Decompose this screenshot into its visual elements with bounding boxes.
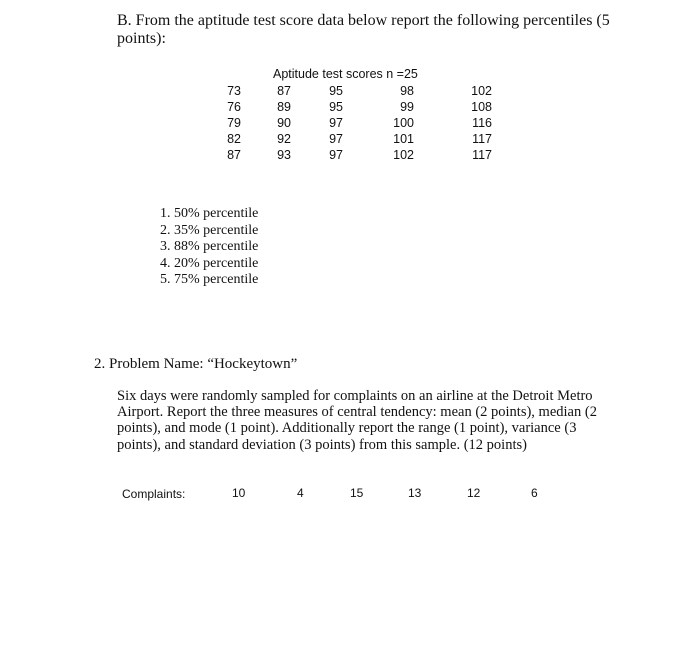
score-cell: 97 (329, 148, 343, 162)
complaint-value: 13 (408, 486, 422, 500)
complaint-value: 15 (350, 486, 364, 500)
score-cell: 102 (471, 84, 492, 98)
part-b-heading: B. From the aptitude test score data below report the following percentiles (5 points): (117, 12, 610, 47)
problem-2-title: 2. Problem Name: “Hockeytown” (94, 356, 298, 372)
complaint-value: 6 (531, 486, 538, 500)
score-cell: 76 (227, 100, 241, 114)
score-cell: 90 (277, 116, 291, 130)
score-cell: 97 (329, 132, 343, 146)
score-cell: 108 (471, 100, 492, 114)
score-cell: 92 (277, 132, 291, 146)
score-cell: 87 (277, 84, 291, 98)
score-cell: 73 (227, 84, 241, 98)
score-cell: 79 (227, 116, 241, 130)
percentile-item-3: 3. 88% percentile (160, 239, 259, 254)
score-cell: 102 (393, 148, 414, 162)
score-cell: 89 (277, 100, 291, 114)
score-cell: 93 (277, 148, 291, 162)
score-cell: 116 (472, 116, 492, 130)
score-cell: 87 (227, 148, 241, 162)
complaint-value: 4 (297, 486, 304, 500)
score-cell: 98 (400, 84, 414, 98)
percentile-item-2: 2. 35% percentile (160, 222, 259, 238)
score-cell: 99 (400, 100, 414, 114)
scores-table-title: Aptitude test scores n =25 (273, 67, 418, 81)
score-cell: 95 (329, 84, 343, 98)
score-cell: 117 (472, 132, 492, 146)
problem-2-description: Six days were randomly sampled for complaints on an airline at the Detroit Metro Airport. Report the three measures of central tendency: mean (2 points), median (2 points), and mode (1 point). Additionally report the range (1 point), variance (3 points), and standard deviation (3 points) from this sample. (12 points) (117, 388, 597, 453)
percentile-item-4: 4. 20% percentile (160, 255, 259, 271)
score-cell: 95 (329, 100, 343, 114)
score-cell: 100 (393, 116, 414, 130)
complaint-value: 10 (232, 486, 246, 500)
percentile-item-5: 5. 75% percentile (160, 272, 259, 287)
complaints-label: Complaints: (122, 487, 186, 501)
percentile-item-1: 1. 50% percentile (160, 206, 259, 221)
score-cell: 82 (227, 132, 241, 146)
percentile-list (160, 206, 258, 289)
complaint-value: 12 (467, 486, 481, 500)
score-cell: 97 (329, 116, 343, 130)
score-cell: 117 (472, 148, 492, 162)
score-cell: 101 (393, 132, 414, 146)
